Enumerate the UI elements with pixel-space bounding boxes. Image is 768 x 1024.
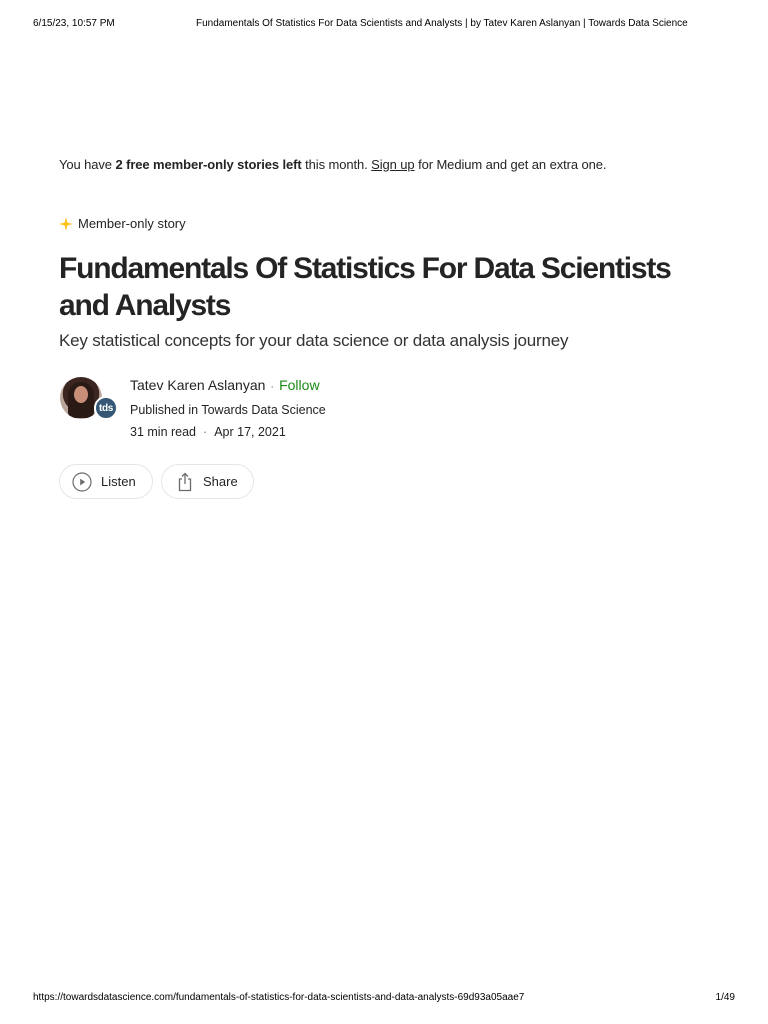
article-meta xyxy=(130,425,286,439)
banner-middle: this month. xyxy=(301,157,372,172)
print-page-number: 1/49 xyxy=(715,992,735,1003)
author-separator: · xyxy=(270,381,275,393)
member-only-label xyxy=(59,216,186,231)
publication-badge[interactable]: tds xyxy=(94,396,118,420)
published-in-line xyxy=(130,403,326,417)
play-icon xyxy=(72,472,92,492)
article-actions xyxy=(59,464,254,499)
publication-link[interactable]: Towards Data Science xyxy=(201,403,326,417)
author-name[interactable]: Tatev Karen Aslanyan xyxy=(130,377,266,393)
read-time: 31 min read xyxy=(130,425,197,439)
star-icon xyxy=(59,217,73,231)
member-stories-banner xyxy=(59,157,606,172)
follow-button[interactable]: Follow xyxy=(279,377,320,393)
author-block xyxy=(59,376,459,446)
share-label: Share xyxy=(203,474,238,489)
print-url: https://towardsdatascience.com/fundamentals-of-statistics-for-data-scientists-and-data-analysts-69d93a05aae7 xyxy=(33,992,525,1003)
share-icon xyxy=(176,472,194,492)
banner-count: 2 free member-only stories left xyxy=(115,157,302,172)
banner-prefix: You have xyxy=(59,157,116,172)
meta-separator: · xyxy=(203,425,208,439)
print-datetime: 6/15/23, 10:57 PM xyxy=(33,18,115,29)
listen-button[interactable] xyxy=(59,464,153,499)
publish-date: Apr 17, 2021 xyxy=(214,425,286,439)
published-prefix: Published in xyxy=(130,403,202,417)
banner-suffix: for Medium and get an extra one. xyxy=(414,157,607,172)
article-title: Fundamentals Of Statistics For Data Scientists and Analysts xyxy=(59,252,671,322)
print-page-title: Fundamentals Of Statistics For Data Scientists and Analysts | by Tatev Karen Aslanyan | Towards Data Science xyxy=(196,18,688,29)
share-button[interactable] xyxy=(161,464,254,499)
member-only-text: Member-only story xyxy=(78,216,186,231)
article-subtitle: Key statistical concepts for your data science or data analysis journey xyxy=(59,331,569,350)
signup-link[interactable]: Sign up xyxy=(371,157,415,172)
author-line xyxy=(130,377,320,393)
listen-label: Listen xyxy=(101,474,136,489)
